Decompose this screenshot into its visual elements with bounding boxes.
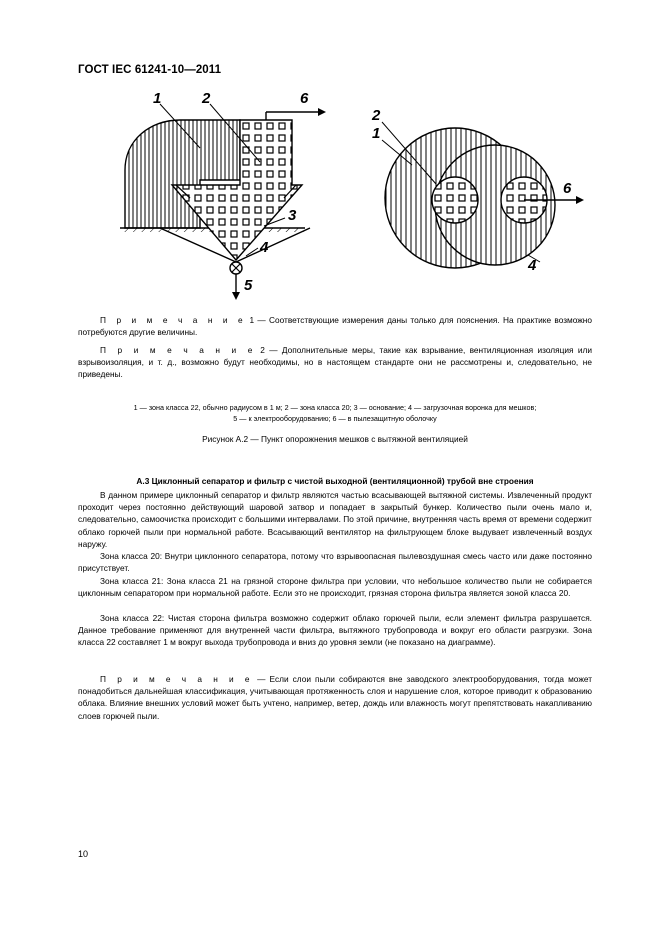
figure-label-1: 1 [153,90,162,107]
page-number: 10 [78,849,89,859]
figure-label-6: 6 [300,90,309,107]
note-text: — Если слои пыли собираются вне заводского электрооборудования, тогда может понадобиться дальнейшая классификация, учитывающая протяженность слоя и нарушение слоя, которое приводит к образованию облака. Влияние внешних условий может быть учтено, например, ветер, дождь или влажность могут препятствовать накапливанию слоев горючей пыли. [78,674,593,721]
body-paragraph: Зона класса 21: Зона класса 21 на грязной стороне фильтра при условии, что небольшое количество пыли не собирается циклонным сепаратором при нормальной работе. Если это не происходит, грязная сторона фильтра является зоной класса 20. [78,576,592,599]
note-text: 2 — Дополнительные меры, такие как взрывание, вентиляционная изоляция или взрывоизоляция, и т. д., возможно будут необходимы, но в настоящем стандарте они не рассмотрены и, следовательно, не приведены. [78,345,592,379]
zone-20-circle-left [432,177,478,223]
note-text: 1 — Соответствующие измерения даны только для пояснения. На практике возможно потребуются другие величины. [78,315,592,337]
arrow-right-icon [318,108,326,116]
arrow-right-icon-2 [576,196,584,204]
document-header: ГОСТ IEC 61241-10—2011 [78,64,222,76]
body-paragraph: В данном примере циклонный сепаратор и фильтр являются частью всасывающей вытяжной системы. Извлеченный продукт проходит через постоянно действующий шаровой затвор и попадает в закрытый бункер. Количество пыли очень мало и, следовательно, самоочистка происходит с большими интервалами. По этой причине, внутренняя часть время от времени содержит облако горючей пыли при нормальной работе. Всасывающий вентилятор на фильтрующем блоке выдувает извлеченный воздух наружу. [78,490,592,549]
note-prefix: П р и м е ч а н и е [100,674,254,684]
figure-note-2 [78,344,592,380]
figure-caption: Рисунок A.2 — Пункт опорожнения мешков с вытяжной вентиляцией [202,434,468,444]
figure-note-1 [78,314,592,338]
figure-legend [78,402,592,424]
note-prefix: П р и м е ч а н и е [100,315,247,325]
figure-label-right-1: 1 [372,125,381,142]
figure-label-5: 5 [244,277,253,294]
figure-label-4: 4 [260,239,269,256]
section-title: A.3 Циклонный сепаратор и фильтр с чистой выходной (вентиляционной) трубой вне строения [136,476,534,486]
figure-label-right-2: 2 [372,107,381,124]
left-diagram [120,90,326,300]
right-diagram [371,107,584,274]
body-paragraph: Зона класса 20: Внутри циклонного сепаратора, потому что взрывоопасная пылевоздушная смесь часто или даже постоянно присутствует. [78,551,592,574]
arrow-down-icon [232,292,240,300]
legend-line-2: 5 — к электрооборудованию; 6 — в пылезащитную оболочку [233,414,437,423]
legend-line-1: 1 — зона класса 22, обычно радиусом в 1 м; 2 — зона класса 20; 3 — основание; 4 — загрузочная воронка для мешков; [133,403,537,412]
final-note [78,673,592,722]
body-paragraph: Зона класса 22: Чистая сторона фильтра возможно содержит облако горючей пыли, если элемент фильтра разрушается. Данное требование применяют для внутренней части фильтра, вытяжного трубопровода и вокруг его области разгрузки. Зона класса 22 составляет 1 м вокруг выхода трубопровода и вниз до уровня земли (не показано на диаграмме). [78,613,592,648]
figure-a2 [0,0,661,310]
figure-label-right-4: 4 [528,257,537,274]
note-prefix: П р и м е ч а н и е [100,345,256,355]
figure-label-2: 2 [202,90,211,107]
figure-label-right-6: 6 [563,180,572,197]
figure-label-3: 3 [288,207,297,224]
